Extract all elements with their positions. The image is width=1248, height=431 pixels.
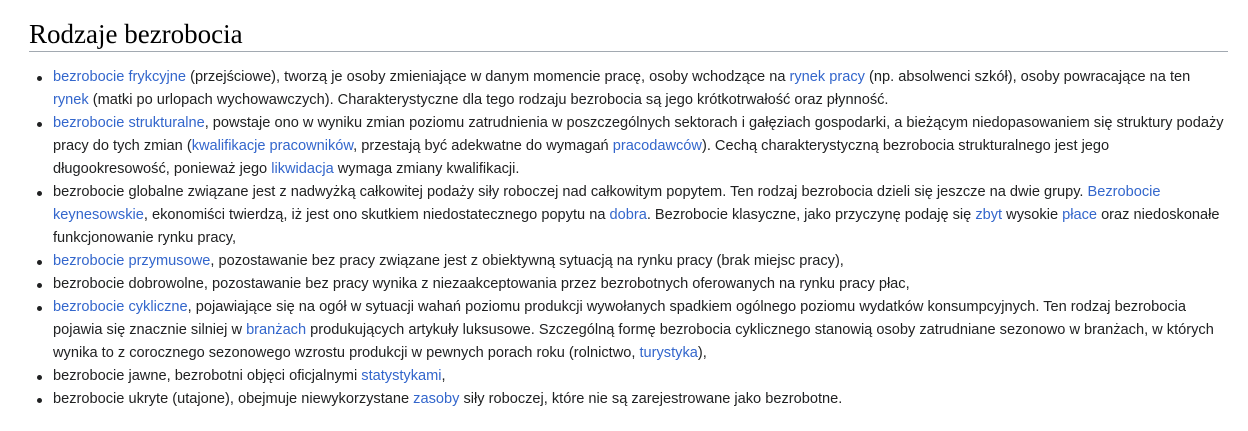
- wiki-link[interactable]: rynek pracy: [789, 69, 865, 85]
- article-content: [29, 0, 1228, 411]
- wiki-link[interactable]: dobra: [609, 207, 647, 223]
- list-item-text: ,: [441, 368, 446, 384]
- list-item-text: bezrobocie dobrowolne, pozostawanie bez pracy wynika z niezaakceptowania przez bezrobotnych oferowanych na rynku pracy płac,: [53, 276, 910, 292]
- list-item: [53, 66, 1228, 112]
- list-item-text: bezrobocie ukryte (utajone), obejmuje niewykorzystane: [53, 391, 414, 407]
- list-item-text: produkujących artykuły luksusowe. Szczególną formę bezrobocia cyklicznego stanowią osoby zatrudniane sezonowo w branżach, w których wynika to z corocznego sezonowego wzrostu produkcji w pewnych porach roku (rolnictwo,: [53, 322, 1214, 361]
- section-heading: Rodzaje bezrobocia: [29, 0, 1228, 52]
- list-item: [53, 273, 1228, 296]
- wiki-link[interactable]: kwalifikacje pracowników: [191, 138, 354, 154]
- list-item-text: . Bezrobocie klasyczne, jako przyczynę podaję się: [646, 207, 976, 223]
- wiki-link[interactable]: zbyt: [975, 207, 1003, 223]
- list-item-text: , ekonomiści twierdzą, iż jest ono skutkiem niedostatecznego popytu na: [143, 207, 610, 223]
- list-item-text: wysokie: [1002, 207, 1063, 223]
- wiki-link[interactable]: bezrobocie przymusowe: [53, 253, 211, 269]
- list-item-text: oraz niedoskonałe funkcjonowanie rynku pracy,: [53, 207, 1220, 246]
- list-item: [53, 250, 1228, 273]
- list-item-text: wymaga zmiany kwalifikacji.: [333, 161, 520, 177]
- list-item: [53, 181, 1228, 250]
- list-item-text: , pojawiające się na ogół w sytuacji wahań poziomu produkcji wywołanych spadkiem ogólnego poziomu wydatków konsumpcyjnych. Ten rodzaj bezrobocia pojawia się znacznie silniej w: [53, 299, 1186, 338]
- list-item: [53, 112, 1228, 181]
- list-item-text: (przejściowe), tworzą je osoby zmieniające w danym momencie pracę, osoby wchodzące na: [186, 69, 790, 85]
- wiki-link[interactable]: branżach: [246, 322, 307, 338]
- wiki-link[interactable]: Bezrobocie keynesowskie: [53, 184, 1161, 223]
- wiki-link[interactable]: bezrobocie frykcyjne: [53, 69, 187, 85]
- list-item: [53, 365, 1228, 388]
- wiki-link[interactable]: bezrobocie strukturalne: [53, 115, 205, 131]
- wiki-link[interactable]: statystykami: [361, 368, 442, 384]
- wiki-link[interactable]: turystyka: [639, 345, 698, 361]
- wiki-link[interactable]: pracodawców: [612, 138, 702, 154]
- list-item-text: bezrobocie jawne, bezrobotni objęci oficjalnymi: [53, 368, 362, 384]
- list-item: [53, 296, 1228, 365]
- wiki-link[interactable]: bezrobocie cykliczne: [53, 299, 188, 315]
- list-item-text: (matki po urlopach wychowawczych). Charakterystyczne dla tego rodzaju bezrobocia są jego krótkotrwałość oraz płynność.: [88, 92, 889, 108]
- list-item-text: , powstaje ono w wyniku zmian poziomu zatrudnienia w poszczególnych sektorach i gałęziach gospodarki, a bieżącym niedopasowaniem się struktury podaży pracy do tych zmian (: [53, 115, 1224, 154]
- wiki-link[interactable]: płace: [1062, 207, 1098, 223]
- unemployment-types-list: [29, 66, 1228, 411]
- wiki-link[interactable]: zasoby: [413, 391, 460, 407]
- list-item-text: ). Cechą charakterystyczną bezrobocia strukturalnego jest jego długookresowość, ponieważ jego: [53, 138, 1110, 177]
- list-item-text: siły roboczej, które nie są zarejestrowane jako bezrobotne.: [459, 391, 843, 407]
- list-item-text: bezrobocie globalne związane jest z nadwyżką całkowitej podaży siły roboczej nad całkowitym popytem. Ten rodzaj bezrobocia dzieli się jeszcze na dwie grupy.: [53, 184, 1088, 200]
- list-item: [53, 388, 1228, 411]
- wiki-link[interactable]: rynek: [53, 92, 89, 108]
- list-item-text: ),: [697, 345, 707, 361]
- wiki-link[interactable]: likwidacja: [271, 161, 334, 177]
- list-item-text: , pozostawanie bez pracy związane jest z obiektywną sytuacją na rynku pracy (brak miejsc pracy),: [210, 253, 844, 269]
- list-item-text: (np. absolwenci szkół), osoby powracające na ten: [864, 69, 1191, 85]
- list-item-text: , przestają być adekwatne do wymagań: [353, 138, 613, 154]
